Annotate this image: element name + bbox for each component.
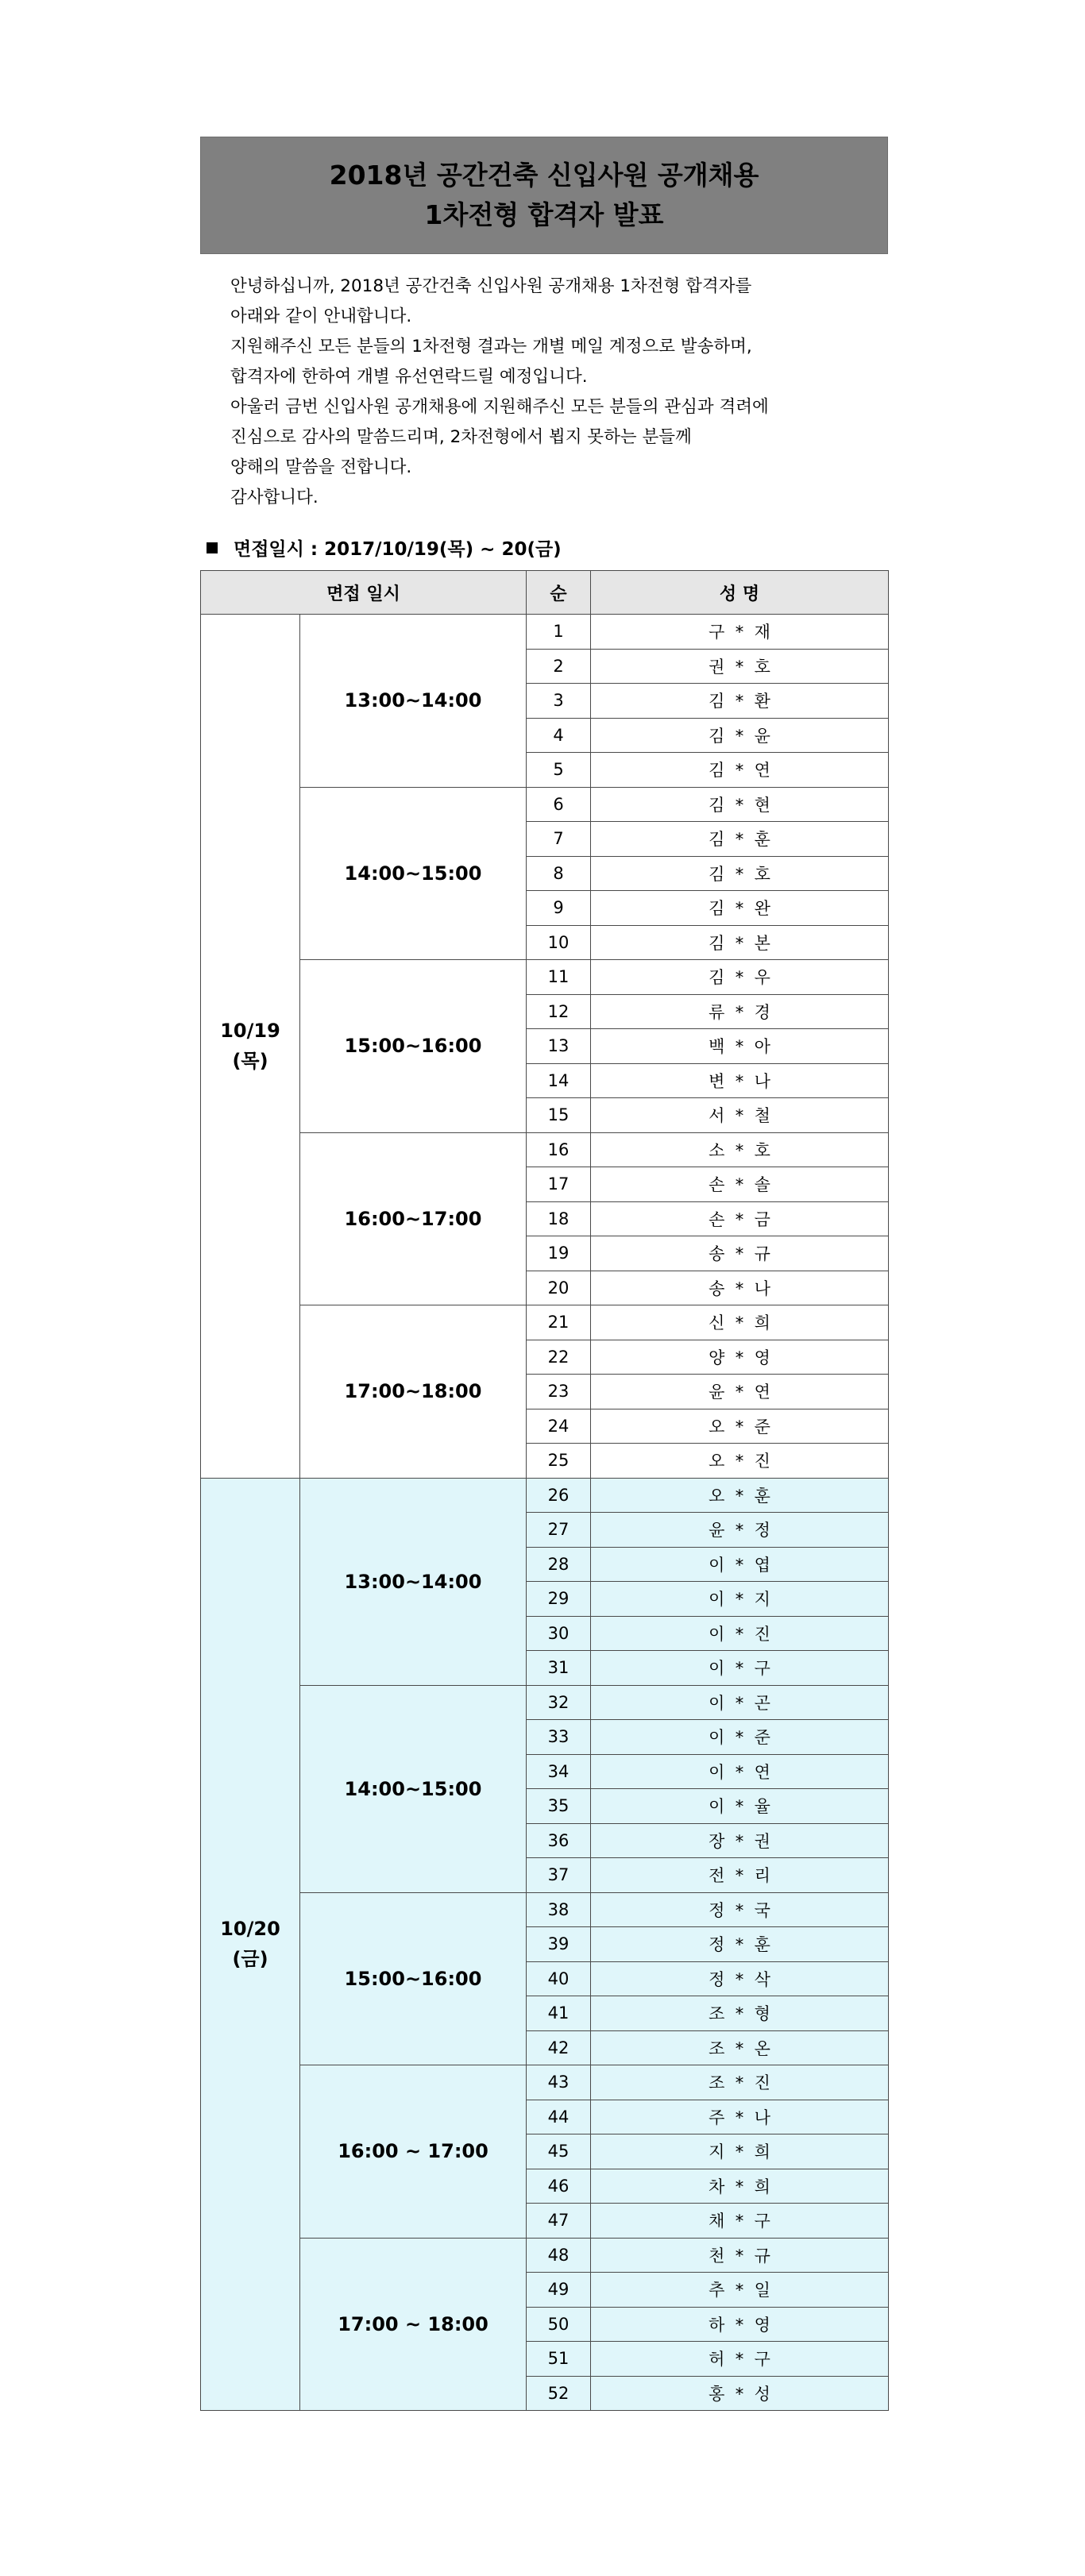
- header-name: 성 명: [591, 571, 889, 615]
- interview-schedule-label: 면접일시 : 2017/10/19(목) ~ 20(금): [234, 539, 562, 560]
- candidate-name: 이 * 지: [591, 1582, 889, 1617]
- candidate-name: 김 * 완: [591, 891, 889, 926]
- candidate-name: 송 * 규: [591, 1236, 889, 1271]
- candidate-order: 40: [527, 1961, 591, 1996]
- candidate-order: 9: [527, 891, 591, 926]
- intro-line: 안녕하십니까, 2018년 공간건축 신입사원 공개채용 1차전형 합격자를: [230, 276, 752, 296]
- candidate-name: 하 * 영: [591, 2307, 889, 2342]
- candidate-order: 23: [527, 1375, 591, 1409]
- table-row: [201, 615, 889, 650]
- candidate-order: 43: [527, 2065, 591, 2100]
- title-banner: [200, 137, 888, 254]
- candidate-name: 정 * 삭: [591, 1961, 889, 1996]
- interview-time-slot: 15:00~16:00: [300, 960, 527, 1133]
- table-row: [201, 1892, 889, 1927]
- candidate-order: 33: [527, 1720, 591, 1755]
- candidate-order: 34: [527, 1754, 591, 1789]
- candidate-name: 조 * 형: [591, 1996, 889, 2031]
- candidate-name: 손 * 솔: [591, 1167, 889, 1202]
- interview-time-slot: 15:00~16:00: [300, 1892, 527, 2065]
- interview-time-slot: 16:00 ~ 17:00: [300, 2065, 527, 2239]
- candidate-name: 김 * 윤: [591, 718, 889, 753]
- candidate-name: 양 * 영: [591, 1340, 889, 1375]
- candidate-order: 38: [527, 1892, 591, 1927]
- candidate-order: 35: [527, 1789, 591, 1824]
- candidate-order: 36: [527, 1823, 591, 1858]
- candidate-order: 13: [527, 1029, 591, 1064]
- table-header-row: [201, 571, 889, 615]
- candidate-order: 32: [527, 1685, 591, 1720]
- candidate-name: 이 * 엽: [591, 1547, 889, 1582]
- candidate-order: 16: [527, 1132, 591, 1167]
- candidate-name: 김 * 현: [591, 787, 889, 822]
- candidate-order: 5: [527, 753, 591, 788]
- interview-time-slot: 13:00~14:00: [300, 615, 527, 788]
- candidate-order: 49: [527, 2273, 591, 2308]
- candidate-name: 이 * 곤: [591, 1685, 889, 1720]
- candidate-name: 김 * 호: [591, 856, 889, 891]
- candidate-order: 41: [527, 1996, 591, 2031]
- candidate-order: 52: [527, 2376, 591, 2411]
- intro-line: 지원해주신 모든 분들의 1차전형 결과는 개별 메일 계정으로 발송하며,: [230, 337, 752, 357]
- candidate-order: 44: [527, 2100, 591, 2134]
- table-row: [201, 2065, 889, 2100]
- interview-schedule: [207, 535, 888, 564]
- intro-line: 합격자에 한하여 개별 유선연락드릴 예정입니다.: [230, 367, 588, 387]
- candidate-order: 2: [527, 649, 591, 684]
- intro-line: 감사합니다.: [230, 488, 319, 507]
- interview-time-slot: 14:00~15:00: [300, 787, 527, 960]
- candidate-name: 정 * 국: [591, 1892, 889, 1927]
- candidate-order: 51: [527, 2342, 591, 2377]
- candidate-name: 손 * 금: [591, 1201, 889, 1236]
- page-title: 2018년 공간건축 신입사원 공개채용: [329, 160, 759, 191]
- candidate-name: 김 * 우: [591, 960, 889, 995]
- candidate-name: 송 * 나: [591, 1271, 889, 1305]
- candidate-order: 1: [527, 615, 591, 650]
- interview-time-slot: 13:00~14:00: [300, 1478, 527, 1685]
- candidate-name: 차 * 희: [591, 2169, 889, 2204]
- candidate-name: 오 * 훈: [591, 1478, 889, 1513]
- candidate-name: 조 * 진: [591, 2065, 889, 2100]
- candidate-order: 47: [527, 2204, 591, 2239]
- candidate-name: 김 * 본: [591, 925, 889, 960]
- interview-day-date: 10/19: [220, 1020, 280, 1043]
- interview-day-weekday: (금): [232, 1948, 268, 1971]
- candidate-name: 소 * 호: [591, 1132, 889, 1167]
- candidate-order: 4: [527, 718, 591, 753]
- candidate-order: 48: [527, 2238, 591, 2273]
- candidate-name: 천 * 규: [591, 2238, 889, 2273]
- table-row: [201, 787, 889, 822]
- candidate-name: 조 * 온: [591, 2030, 889, 2065]
- table-row: [201, 1132, 889, 1167]
- candidate-name: 정 * 훈: [591, 1927, 889, 1962]
- candidate-order: 26: [527, 1478, 591, 1513]
- candidate-order: 30: [527, 1616, 591, 1651]
- candidate-name: 허 * 구: [591, 2342, 889, 2377]
- candidate-order: 20: [527, 1271, 591, 1305]
- table-row: [201, 2238, 889, 2273]
- header-interview-date: 면접 일시: [201, 571, 527, 615]
- candidate-name: 장 * 권: [591, 1823, 889, 1858]
- candidate-order: 21: [527, 1305, 591, 1340]
- candidate-order: 10: [527, 925, 591, 960]
- interview-time-slot: 14:00~15:00: [300, 1685, 527, 1892]
- interview-time-slot: 16:00~17:00: [300, 1132, 527, 1305]
- candidate-name: 이 * 준: [591, 1720, 889, 1755]
- candidate-order: 39: [527, 1927, 591, 1962]
- candidate-order: 8: [527, 856, 591, 891]
- candidate-name: 서 * 철: [591, 1098, 889, 1133]
- intro-line: 진심으로 감사의 말씀드리며, 2차전형에서 뵙지 못하는 분들께: [230, 427, 692, 447]
- candidate-order: 42: [527, 2030, 591, 2065]
- candidate-order: 24: [527, 1409, 591, 1444]
- interview-day-cell: [201, 615, 300, 1479]
- candidate-order: 6: [527, 787, 591, 822]
- candidate-order: 46: [527, 2169, 591, 2204]
- interview-day-cell: [201, 1478, 300, 2411]
- candidate-order: 25: [527, 1444, 591, 1479]
- candidate-order: 17: [527, 1167, 591, 1202]
- candidate-name: 백 * 아: [591, 1029, 889, 1064]
- square-bullet-icon: [207, 542, 218, 553]
- candidate-order: 22: [527, 1340, 591, 1375]
- intro-text: [230, 272, 888, 513]
- candidate-order: 18: [527, 1201, 591, 1236]
- intro-line: 아울러 금번 신입사원 공개채용에 지원해주신 모든 분들의 관심과 격려에: [230, 397, 769, 417]
- table-row: [201, 960, 889, 995]
- candidate-order: 28: [527, 1547, 591, 1582]
- candidate-order: 19: [527, 1236, 591, 1271]
- candidate-name: 이 * 율: [591, 1789, 889, 1824]
- candidate-name: 오 * 진: [591, 1444, 889, 1479]
- candidate-name: 김 * 환: [591, 684, 889, 719]
- candidate-name: 홍 * 성: [591, 2376, 889, 2411]
- candidate-order: 3: [527, 684, 591, 719]
- candidate-order: 11: [527, 960, 591, 995]
- candidate-name: 오 * 준: [591, 1409, 889, 1444]
- candidate-name: 주 * 나: [591, 2100, 889, 2134]
- candidate-name: 류 * 경: [591, 994, 889, 1029]
- candidate-name: 추 * 일: [591, 2273, 889, 2308]
- table-row: [201, 1305, 889, 1340]
- table-row: [201, 1685, 889, 1720]
- candidate-order: 12: [527, 994, 591, 1029]
- candidate-order: 50: [527, 2307, 591, 2342]
- candidate-name: 윤 * 연: [591, 1375, 889, 1409]
- candidate-name: 이 * 진: [591, 1616, 889, 1651]
- candidate-name: 김 * 훈: [591, 822, 889, 857]
- candidate-name: 권 * 호: [591, 649, 889, 684]
- candidate-order: 14: [527, 1063, 591, 1098]
- results-table: [200, 570, 889, 2411]
- candidate-order: 37: [527, 1858, 591, 1893]
- candidate-order: 7: [527, 822, 591, 857]
- candidate-order: 29: [527, 1582, 591, 1617]
- interview-day-date: 10/20: [220, 1918, 280, 1941]
- candidate-name: 구 * 재: [591, 615, 889, 650]
- candidate-order: 45: [527, 2134, 591, 2169]
- interview-time-slot: 17:00~18:00: [300, 1305, 527, 1479]
- table-row: [201, 1478, 889, 1513]
- candidate-name: 이 * 연: [591, 1754, 889, 1789]
- intro-line: 아래와 같이 안내합니다.: [230, 307, 412, 326]
- results-table-body: [201, 615, 889, 2411]
- interview-time-slot: 17:00 ~ 18:00: [300, 2238, 527, 2411]
- candidate-name: 김 * 연: [591, 753, 889, 788]
- intro-line: 양해의 말씀을 전합니다.: [230, 457, 412, 477]
- candidate-name: 채 * 구: [591, 2204, 889, 2239]
- candidate-name: 전 * 리: [591, 1858, 889, 1893]
- candidate-name: 신 * 희: [591, 1305, 889, 1340]
- page-subtitle: 1차전형 합격자 발표: [424, 199, 664, 230]
- candidate-name: 지 * 희: [591, 2134, 889, 2169]
- candidate-order: 27: [527, 1513, 591, 1548]
- header-order: 순: [527, 571, 591, 615]
- candidate-name: 이 * 구: [591, 1651, 889, 1686]
- interview-day-weekday: (목): [232, 1050, 268, 1073]
- candidate-name: 변 * 나: [591, 1063, 889, 1098]
- candidate-name: 윤 * 정: [591, 1513, 889, 1548]
- candidate-order: 31: [527, 1651, 591, 1686]
- candidate-order: 15: [527, 1098, 591, 1133]
- announcement-page: [200, 137, 888, 2411]
